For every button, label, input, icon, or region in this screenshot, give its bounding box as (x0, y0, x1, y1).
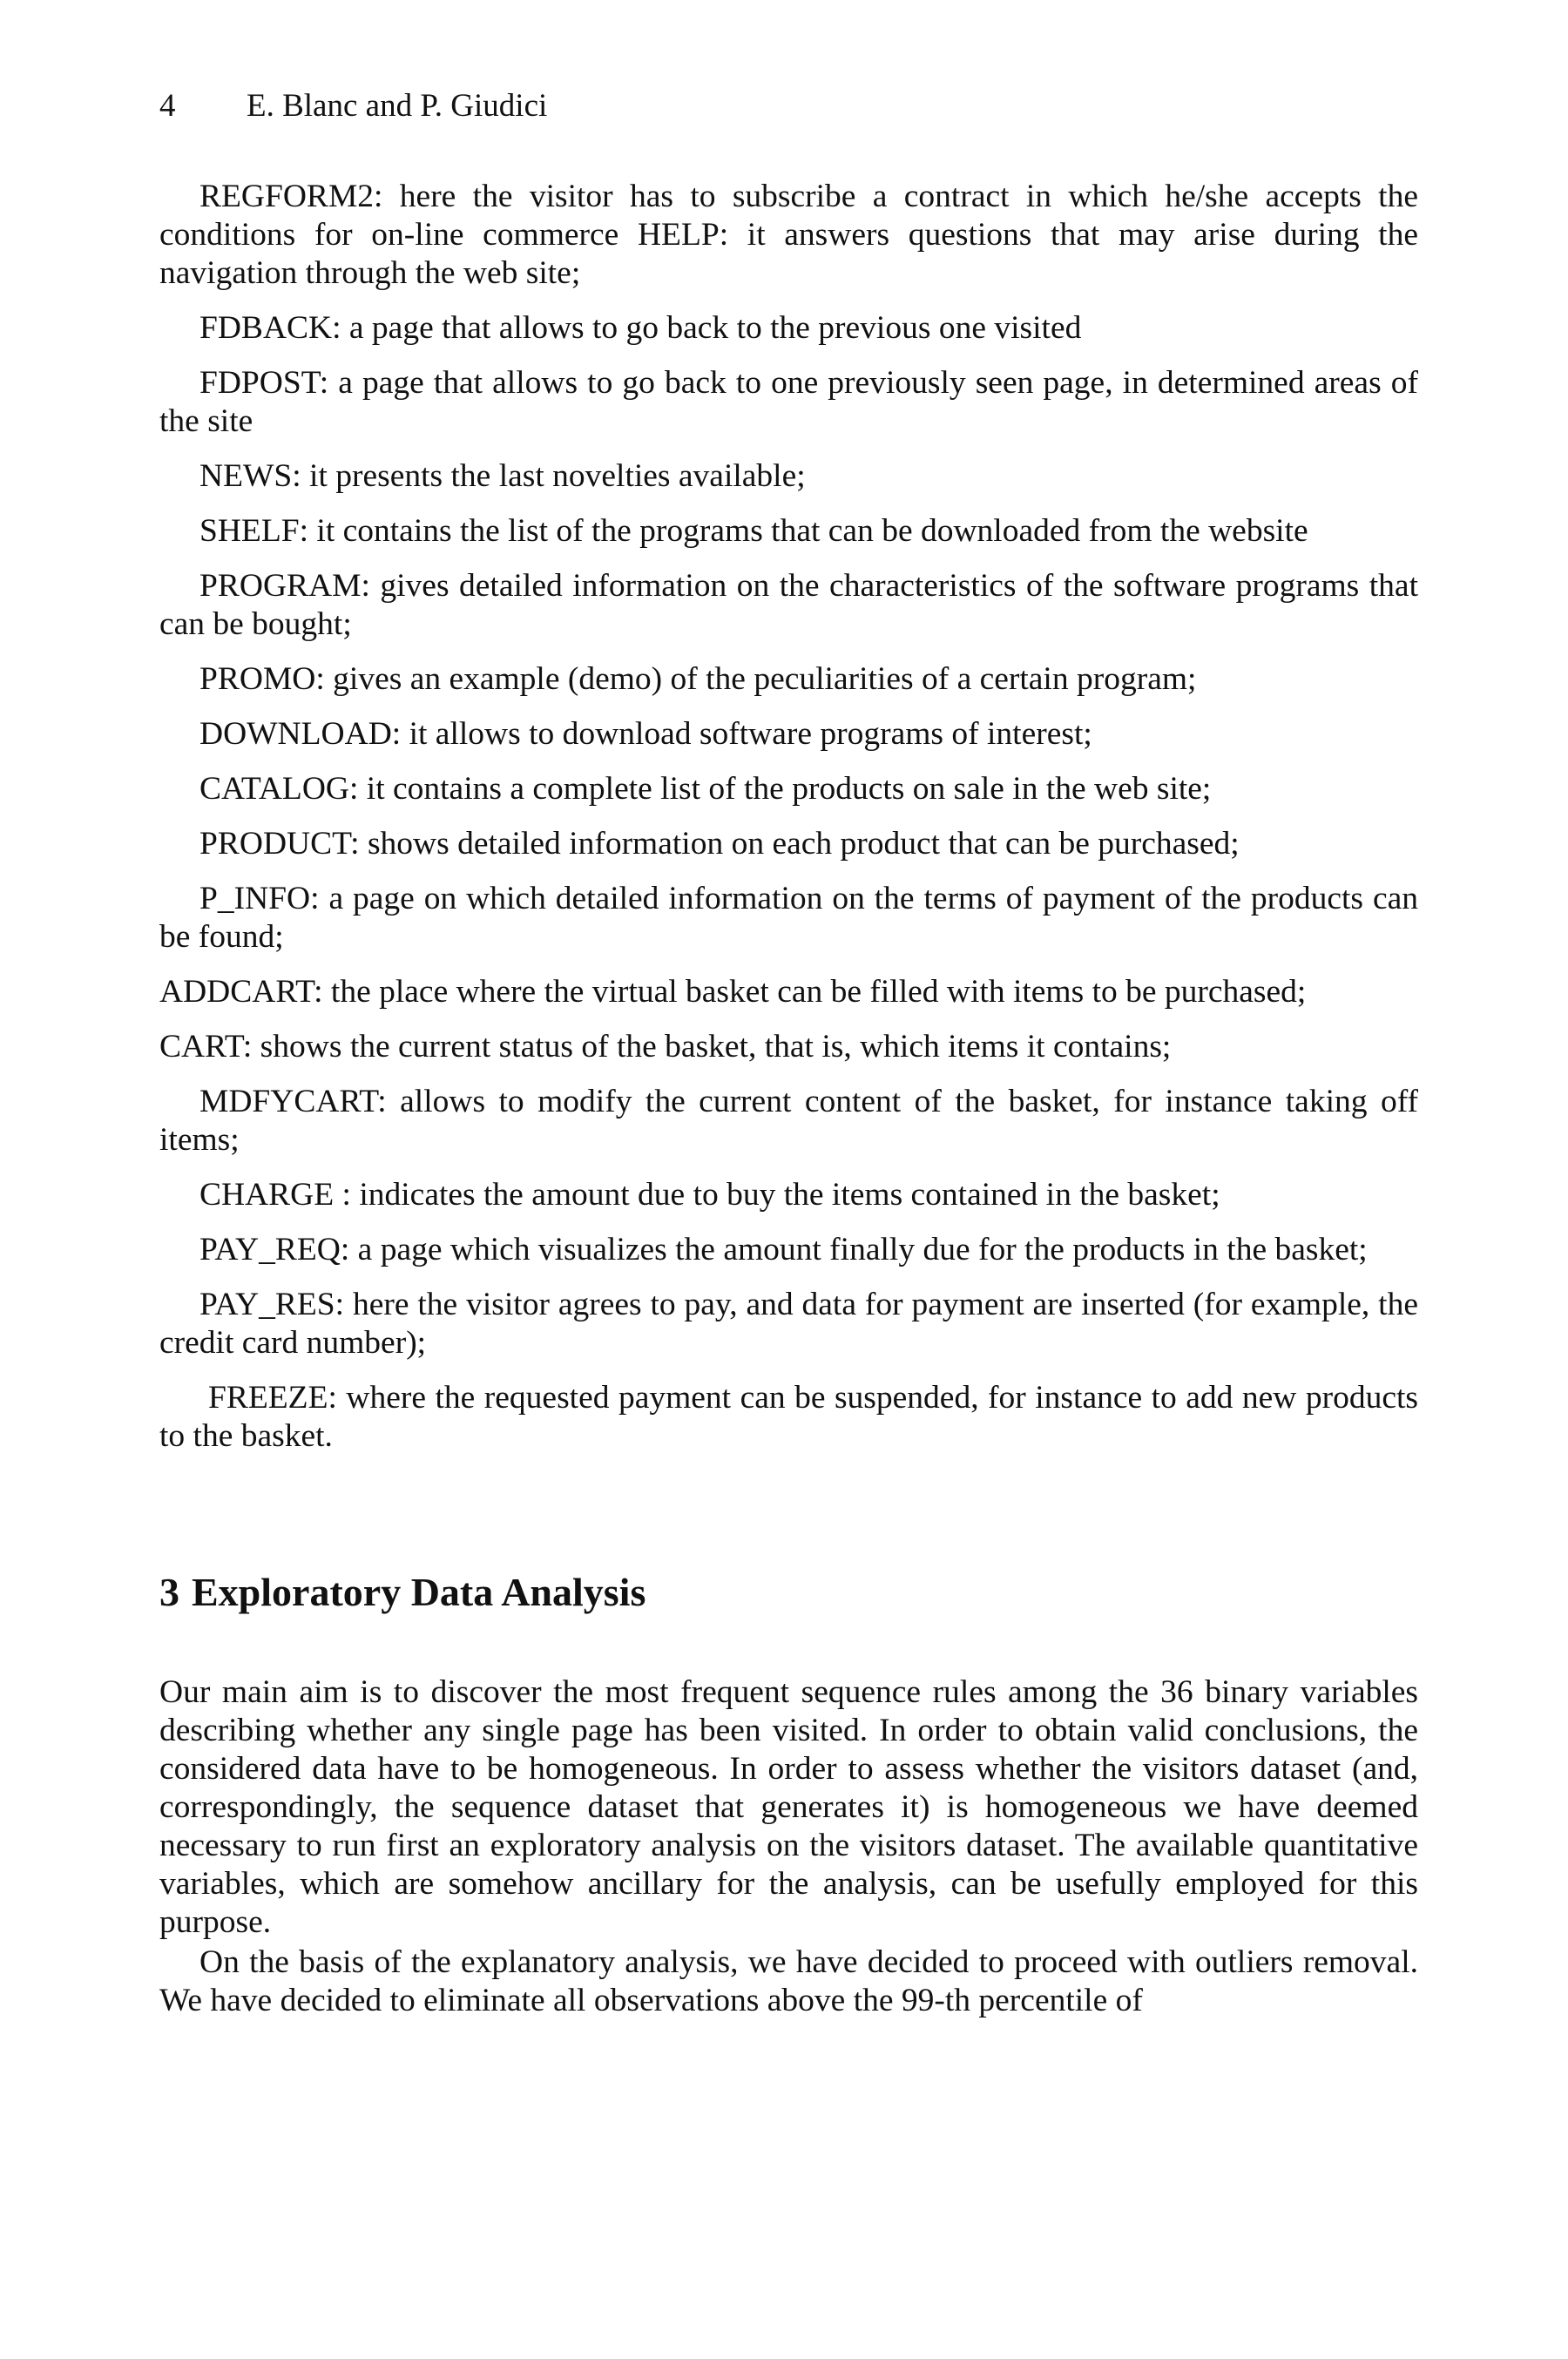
definition-pay-req: PAY_REQ: a page which visualizes the amount finally due for the products in the basket; (199, 1232, 1368, 1267)
definition-regform2: REGFORM2: here the visitor has to subscribe a contract in which he/she accepts the conditions for on-line commerce HELP: it answers questions that may arise during the navigation through the web site; (159, 179, 1418, 291)
definition-addcart: ADDCART: the place where the virtual basket can be filled with items to be purchased; (159, 974, 1307, 1010)
definition-shelf: SHELF: it contains the list of the programs that can be downloaded from the website (199, 513, 1308, 549)
section-paragraph-2: On the basis of the explanatory analysis, we have decided to proceed with outliers removal. We have decided to eliminate all observations above the 99-th percentile of (159, 1944, 1418, 2018)
running-head-authors: E. Blanc and P. Giudici (247, 88, 548, 124)
definition-promo: PROMO: gives an example (demo) of the peculiarities of a certain program; (199, 661, 1197, 697)
definition-p-info: P_INFO: a page on which detailed information on the terms of payment of the products can be found; (159, 881, 1418, 955)
definition-download: DOWNLOAD: it allows to download software programs of interest; (199, 716, 1092, 752)
definition-charge: CHARGE : indicates the amount due to buy the items contained in the basket; (199, 1177, 1220, 1213)
section-paragraph-1: Our main aim is to discover the most frequent sequence rules among the 36 binary variables describing whether any single page has been visited. In order to obtain valid conclusions, the considered data have to be homogeneous. In order to assess whether the visitors dataset (and, correspondingly, the sequence dataset that generates it) is homogeneous we have deemed necessary to run first an exploratory analysis on the visitors dataset. The available quantitative variables, which are somehow ancillary for the analysis, can be usefully employed for this purpose. (159, 1674, 1418, 1940)
definition-freeze: FREEZE: where the requested payment can be suspended, for instance to add new products to the basket. (159, 1380, 1418, 1454)
definition-fdback: FDBACK: a page that allows to go back to the previous one visited (199, 310, 1082, 346)
section-body (159, 1673, 1418, 2020)
definition-news: NEWS: it presents the last novelties available; (199, 458, 806, 494)
definition-catalog: CATALOG: it contains a complete list of the products on sale in the web site; (199, 771, 1212, 807)
definition-mdfycart: MDFYCART: allows to modify the current content of the basket, for instance taking off items; (159, 1084, 1418, 1158)
definition-product: PRODUCT: shows detailed information on each product that can be purchased; (199, 826, 1240, 862)
running-head (159, 87, 547, 125)
section-title: Exploratory Data Analysis (192, 1570, 646, 1614)
section-number: 3 (159, 1570, 179, 1614)
definition-fdpost: FDPOST: a page that allows to go back to one previously seen page, in determined areas of the site (159, 365, 1418, 439)
definition-cart: CART: shows the current status of the basket, that is, which items it contains; (159, 1029, 1172, 1065)
section-heading (159, 1569, 1418, 1616)
page-number: 4 (159, 88, 176, 124)
definition-program: PROGRAM: gives detailed information on the characteristics of the software programs that can be bought; (159, 568, 1418, 642)
main-content (159, 178, 1418, 2020)
definition-pay-res: PAY_RES: here the visitor agrees to pay, and data for payment are inserted (for example, the credit card number); (159, 1287, 1418, 1361)
